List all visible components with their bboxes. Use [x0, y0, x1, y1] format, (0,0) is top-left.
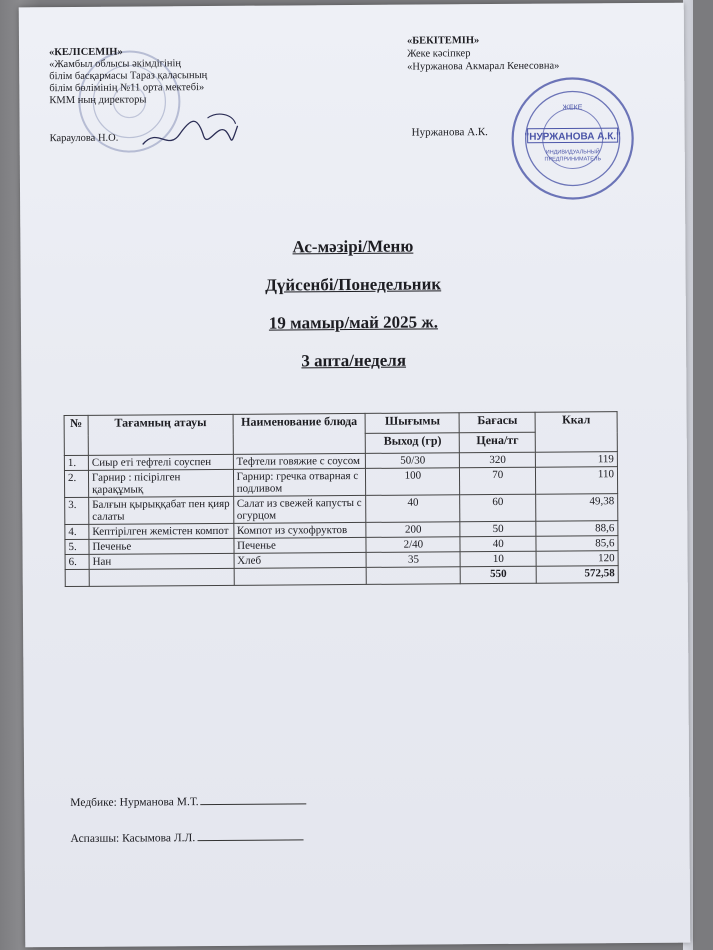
header-price-kz: Бағасы — [459, 412, 535, 433]
title-menu: Ас-мәзірі/Меню — [292, 236, 414, 257]
title-day: Дүйсенбі/Понедельник — [265, 274, 442, 295]
approval-right-title: «БЕКІТЕМІН» — [406, 35, 480, 47]
table-row — [64, 467, 617, 498]
approval-right-signer: Нуржанова А.К. — [411, 126, 488, 139]
approval-right-line: Жеке кәсіпкер — [407, 48, 471, 60]
cook-label: Аспазшы: Касымова Л.Л. — [70, 832, 196, 845]
approval-left-line: КММ ның директоры — [49, 94, 147, 107]
row-name-ru: Компот из сухофруктов — [233, 522, 366, 538]
nurse-label: Медбике: Нурманова М.Т. — [70, 796, 199, 809]
approval-left-line: білім басқармасы Тараз қаласының — [49, 70, 208, 83]
approval-right — [407, 34, 559, 74]
header-num: № — [64, 415, 88, 455]
row-name-ru: Тефтели говяжие с соусом — [233, 453, 366, 469]
row-name-kz: Балғын қырыққабат пен қияр салаты — [89, 496, 234, 524]
row-kcal: 119 — [536, 452, 618, 468]
row-price: 320 — [460, 452, 536, 468]
row-name-kz: Печенье — [89, 538, 234, 554]
signature-blank — [197, 839, 303, 841]
stamp-name-text: "НУРЖАНОВА А.К." — [524, 131, 621, 143]
row-name-ru: Салат из свежей капусты с огурцом — [233, 495, 366, 523]
approval-left-signer: Караулова Н.О. — [49, 132, 119, 145]
row-kcal: 110 — [536, 467, 618, 495]
entrepreneur-stamp-icon — [507, 73, 638, 204]
row-yield: 200 — [366, 522, 460, 538]
row-num: 5. — [65, 539, 89, 554]
row-num: 6. — [65, 554, 89, 569]
total-empty — [234, 567, 367, 585]
approval-right-line: «Нуржанова Акмарал Кенесовна» — [407, 60, 560, 73]
total-price: 550 — [460, 566, 536, 584]
stamp-mid2-text: ПРЕДПРИНИМАТЕЛЬ — [544, 156, 602, 163]
cook-signature-line — [70, 831, 303, 845]
header-name-ru: Наименование блюда — [233, 413, 366, 454]
row-kcal: 85,6 — [536, 536, 618, 552]
signature-blank — [201, 803, 307, 805]
handwritten-signature-icon — [137, 106, 247, 157]
nurse-signature-line — [70, 795, 306, 809]
row-kcal: 88,6 — [536, 521, 618, 537]
row-num: 4. — [65, 524, 89, 539]
approval-left-title: «КЕЛІСЕМІН» — [49, 46, 123, 59]
total-kcal: 572,58 — [536, 566, 618, 584]
row-price: 10 — [460, 551, 536, 567]
approval-left-line: білім бөлімінің №11 орта мектебі» — [49, 82, 205, 95]
row-yield: 2/40 — [366, 537, 460, 553]
header-yield-kz: Шығымы — [365, 413, 459, 434]
row-price: 40 — [460, 536, 536, 552]
header-name-kz: Тағамның атауы — [88, 414, 233, 455]
row-price: 60 — [460, 494, 536, 522]
title-date: 19 мамыр/май 2025 ж. — [268, 312, 439, 333]
row-yield: 40 — [366, 495, 460, 523]
total-empty — [89, 568, 234, 586]
document-titles — [20, 235, 686, 392]
header-yield-ru: Выход (гр) — [366, 433, 460, 454]
header-price-ru: Цена/тг — [459, 432, 535, 453]
table-total-row — [65, 566, 618, 587]
table-row — [65, 494, 618, 525]
row-yield: 50/30 — [366, 453, 460, 469]
row-name-kz: Сиыр еті тефтелі соуспен — [88, 454, 233, 470]
total-empty — [367, 567, 461, 585]
row-name-kz: Кептірілген жемістен компот — [89, 523, 234, 539]
approval-left — [49, 46, 207, 107]
header-kcal: Ккал — [535, 412, 617, 453]
menu-document — [19, 3, 691, 948]
row-num: 2. — [64, 470, 88, 497]
stamp-mid-text: ИНДИВИДУАЛЬНЫЙ — [545, 149, 600, 156]
row-num: 3. — [65, 497, 89, 524]
row-kcal: 120 — [536, 551, 618, 567]
approval-left-line: «Жамбыл облысы әкімдігінің — [49, 58, 182, 71]
menu-table — [64, 411, 619, 587]
row-name-kz: Нан — [89, 553, 234, 569]
row-yield: 100 — [366, 468, 460, 496]
row-yield: 35 — [366, 552, 460, 568]
row-price: 70 — [460, 467, 536, 495]
row-kcal: 49,38 — [536, 494, 618, 522]
row-price: 50 — [460, 521, 536, 537]
row-name-ru: Хлеб — [234, 552, 367, 568]
row-num: 1. — [64, 455, 88, 470]
row-name-ru: Печенье — [234, 537, 367, 553]
total-empty — [65, 569, 89, 586]
row-name-kz: Гарнир : пісірілген қарақұмық — [88, 469, 233, 497]
row-name-ru: Гарнир: гречка отварная с подливом — [233, 468, 366, 496]
title-week: 3 апта/неделя — [301, 350, 407, 371]
stamp-top-text: ЖЕКЕ — [562, 104, 583, 112]
